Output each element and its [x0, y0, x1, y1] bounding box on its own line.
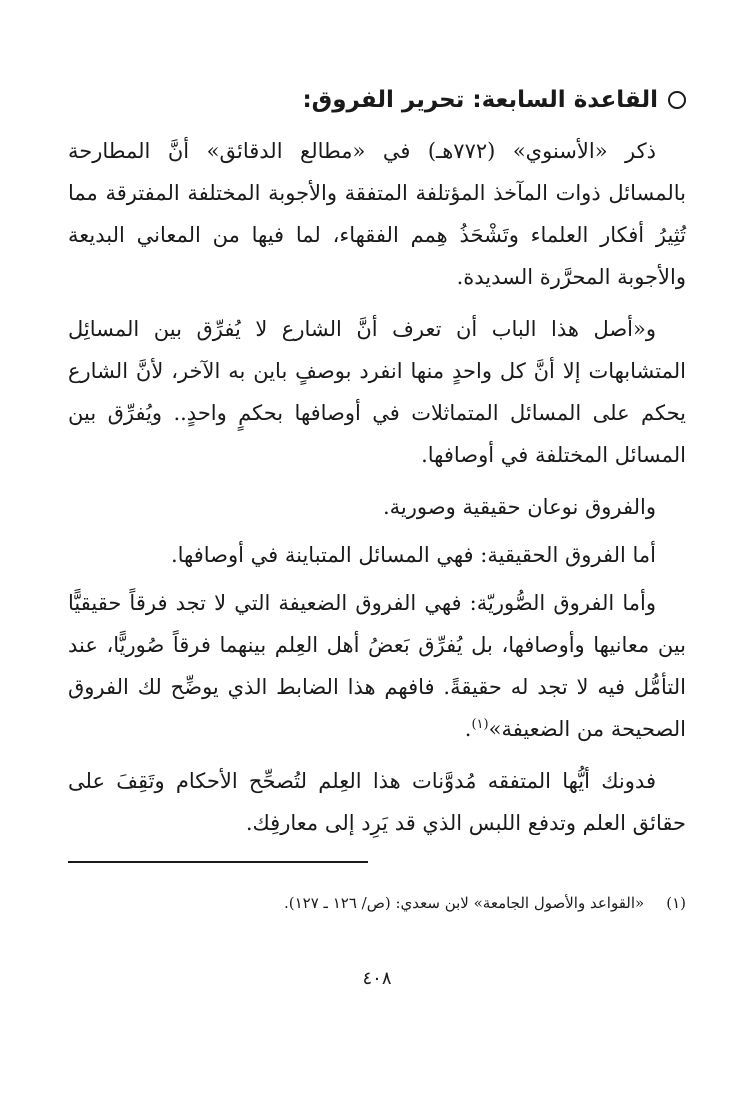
page-number: ٤٠٨	[362, 968, 392, 989]
paragraph-5-end: .	[464, 717, 472, 741]
heading-title: القاعدة السابعة: تحرير الفروق:	[302, 87, 658, 113]
paragraph-5	[68, 582, 686, 750]
footnote-marker: (١)	[666, 894, 686, 912]
paragraph-1: ذكر «الأسنوي» (٧٧٢هـ) في «مطالع الدقائق» أنَّ المطارحة بالمسائل ذوات المآخذ المؤتلفة المتفقة والأجوبة المختلفة المفترقة مما تُثِيرُ أفكار العلماء وتَشْحَذُ هِمم الفقهاء، لما فيها من المعاني البديعة والأجوبة المحرَّرة السديدة.	[68, 139, 686, 289]
footnote-divider	[68, 861, 368, 863]
paragraph-4: أما الفروق الحقيقية: فهي المسائل المتباينة في أوصافها.	[170, 543, 656, 567]
circle-bullet-icon	[668, 91, 686, 109]
footnote-text: «القواعد والأصول الجامعة» لابن سعدي: (ص/ ١٢٦ ـ ١٢٧).	[283, 894, 645, 912]
footnote-reference: (١)	[471, 717, 489, 732]
paragraph-5-text: وأما الفروق الصُّوريّة: فهي الفروق الضعيفة التي لا تجد فرقاً حقيقيًّا بين معانيها وأوصافها، بل يُفرِّق بَعضُ أهل العِلم بينهما فرقاً صُوريًّا، عند التأمُّل فيه لا تجد له حقيقةً. فافهم هذا الضابط الذي يوضِّح لك الفروق الصحيحة من الضعيفة»	[68, 591, 686, 741]
section-heading	[68, 78, 686, 122]
paragraph-3: والفروق نوعان حقيقية وصورية.	[383, 495, 656, 519]
paragraph-6: فدونك أيُّها المتفقه مُدوَّنات هذا العِلم لتُصحِّح الأحكام وتَقِفَ على حقائق العلم وتدفع اللبس الذي قد يَرِد إلى معارفِك.	[68, 769, 686, 835]
paragraph-2: و«أصل هذا الباب أن تعرف أنَّ الشارع لا يُفرِّق بين المسائِل المتشابهات إلا أنَّ كل واحدٍ منها انفرد بوصفٍ باين به الآخر، لأنَّ الشارع يحكم على المسائل المتماثلات في أوصافها بحكمٍ واحدٍ.. ويُفرِّق بين المسائل المختلفة في أوصافها.	[68, 317, 686, 467]
page	[68, 78, 686, 989]
footnote	[68, 890, 686, 916]
